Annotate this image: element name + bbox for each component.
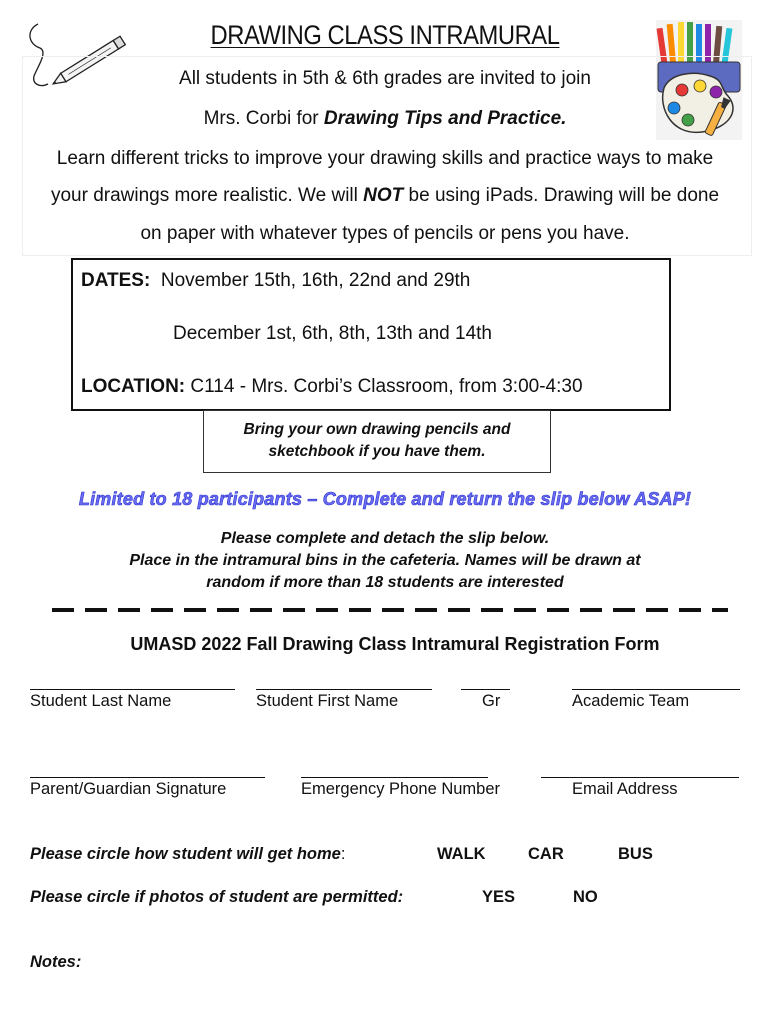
email-address-label: Email Address xyxy=(572,780,678,798)
instructions-line-2: Place in the intramural bins in the cafeteria. Names will be drawn at xyxy=(129,552,641,569)
location-value: C114 - Mrs. Corbi’s Classroom, from 3:00-4:30 xyxy=(190,376,583,397)
dates-label: DATES: xyxy=(81,270,151,291)
body-line-3: on paper with whatever types of pencils or pens you have. xyxy=(140,223,630,244)
grade-field[interactable] xyxy=(461,689,510,690)
dates-line-1: November 15th, 16th, 22nd and 29th xyxy=(160,270,471,291)
option-walk[interactable]: WALK xyxy=(437,845,486,863)
guardian-signature-field[interactable] xyxy=(30,777,265,778)
slip-instructions xyxy=(0,528,770,594)
option-yes[interactable]: YES xyxy=(482,888,516,906)
option-bus[interactable]: BUS xyxy=(618,845,653,863)
bring-line-2: sketchbook if you have them. xyxy=(268,443,486,460)
student-last-name-label: Student Last Name xyxy=(30,692,172,710)
form-title: UMASD 2022 Fall Drawing Class Intramural Registration Form xyxy=(130,634,660,654)
body-line-1: Learn different tricks to improve your drawing skills and practice ways to make xyxy=(56,148,714,169)
grade-label: Gr xyxy=(482,692,501,710)
emergency-phone-field[interactable] xyxy=(301,777,488,778)
detach-line xyxy=(52,608,728,612)
student-first-name-label: Student First Name xyxy=(256,692,399,710)
intro-line-1: All students in 5th & 6th grades are invited to join xyxy=(179,68,591,89)
academic-team-field[interactable] xyxy=(572,689,740,690)
intro-emphasis: Drawing Tips and Practice. xyxy=(323,108,567,129)
student-last-name-field[interactable] xyxy=(30,689,235,690)
location-row xyxy=(81,376,583,398)
instructions-line-3: random if more than 18 students are interested xyxy=(206,574,564,591)
bring-line-1: Bring your own drawing pencils and xyxy=(243,421,511,438)
dates-line-2: December 1st, 6th, 8th, 13th and 14th xyxy=(173,323,492,344)
limited-notice: Limited to 18 participants – Complete and return the slip below ASAP! xyxy=(78,489,692,509)
bring-supplies-box xyxy=(203,410,551,473)
schedule-box xyxy=(71,258,671,411)
photo-permission-question: Please circle if photos of student are permitted: xyxy=(30,888,404,906)
intro-line-2: Mrs. Corbi for Drawing Tips and Practice. xyxy=(203,108,567,129)
body-line-2: your drawings more realistic. We will NOT be using iPads. Drawing will be done xyxy=(50,185,720,206)
notes-label: Notes: xyxy=(30,953,82,971)
home-transport-question: Please circle how student will get home: xyxy=(30,845,346,863)
guardian-signature-label: Parent/Guardian Signature xyxy=(30,780,227,798)
dates-row xyxy=(81,270,470,292)
instructions-line-1: Please complete and detach the slip below. xyxy=(220,530,550,547)
emergency-phone-label: Emergency Phone Number xyxy=(301,780,501,798)
academic-team-label: Academic Team xyxy=(572,692,690,710)
location-label: LOCATION: xyxy=(81,376,186,397)
option-car[interactable]: CAR xyxy=(528,845,564,863)
email-address-field[interactable] xyxy=(541,777,739,778)
student-first-name-field[interactable] xyxy=(256,689,432,690)
not-emphasis: NOT xyxy=(363,185,404,206)
page-title: DRAWING CLASS INTRAMURAL xyxy=(210,20,560,50)
option-no[interactable]: NO xyxy=(573,888,598,906)
